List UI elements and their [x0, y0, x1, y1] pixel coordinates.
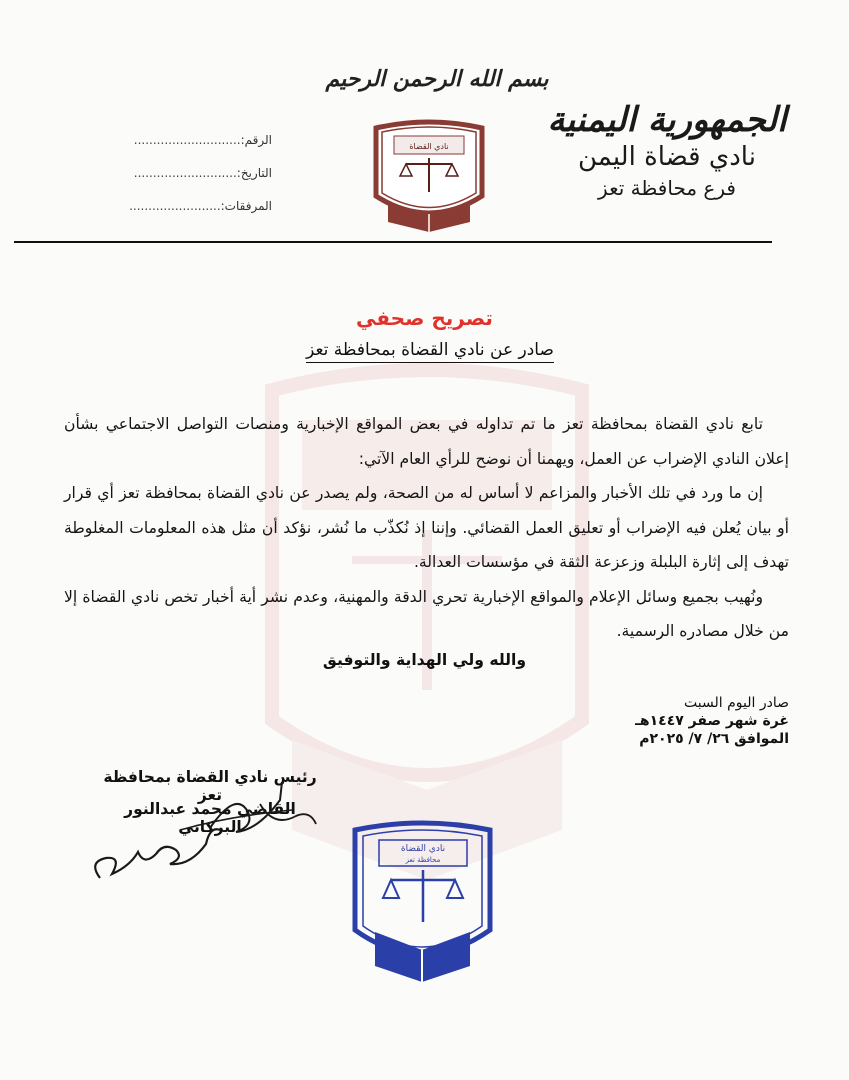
field-date — [120, 157, 272, 190]
paragraph-1: تابع نادي القضاة بمحافظة تعز ما تم تداوله في بعض المواقع الإخبارية ومنصات التواصل الاجتماعي بشأن إعلان النادي الإضراب عن العمل، ويهمنا أن نوضح للرأي العام الآتي: — [64, 415, 789, 468]
paragraph-3: ونُهيب بجميع وسائل الإعلام والمواقع الإخبارية تحري الدقة والمهنية، وعدم نشر أية أخبار تخص نادي القضاة إلا من خلال مصادره الرسمية. — [64, 587, 789, 640]
club-name: نادي قضاة اليمن — [578, 142, 756, 172]
reference-fields — [120, 124, 272, 223]
club-emblem-logo — [368, 118, 490, 233]
issue-date-block — [589, 694, 789, 748]
issue-gregorian-date: الموافق ٢٦/ ٧/ ٢٠٢٥م — [639, 731, 789, 747]
emblem-lettering: نادي القضاة — [409, 142, 449, 151]
paragraph-2: إن ما ورد في تلك الأخبار والمزاعم لا أساس له من الصحة، ولم يصدر عن نادي القضاة بمحافظة تعز أي قرار أو بيان يُعلن فيه الإضراب أو تعليق العمل القضائي. وإننا إذ نُكذّب ما نُشر، نؤكد أن مثل هذه المعلومات المغلوطة تهدف إلى إثارة البلبلة وزعزعة الثقة في مؤسسات العدالة. — [64, 484, 789, 571]
issue-hijri-date: غرة شهر صفر ١٤٤٧هـ — [635, 713, 789, 729]
closing-line: والله ولي الهداية والتوفيق — [322, 651, 527, 669]
issue-day: صادر اليوم السبت — [684, 695, 789, 711]
republic-name: الجمهورية اليمنية — [547, 100, 787, 140]
field-attachments-label: المرفقات: — [220, 199, 272, 213]
subtitle-text: صادر عن نادي القضاة بمحافظة تعز — [306, 340, 554, 363]
field-number-label: الرقم: — [240, 133, 272, 147]
stamp-lettering-branch: محافظة تعز — [405, 856, 441, 864]
header-divider — [14, 241, 772, 243]
branch-name: فرع محافظة تعز — [598, 176, 736, 200]
statement-body — [64, 407, 789, 649]
signatory-title: رئيس نادي القضاة بمحافظة تعز — [103, 768, 317, 804]
document-subtitle — [280, 340, 580, 360]
field-number-dots: ............................ — [133, 133, 241, 147]
field-attachments — [120, 190, 272, 223]
stamp-lettering: نادي القضاة — [400, 844, 446, 854]
basmala: بسم الله الرحمن الرحيم — [325, 66, 549, 92]
header-organization — [527, 100, 807, 202]
field-attachments-dots: ........................ — [129, 199, 221, 213]
field-date-label: التاريخ: — [236, 166, 272, 180]
handwritten-signature — [60, 770, 360, 900]
official-stamp — [345, 818, 500, 986]
document-title: تصريح صحفي — [356, 306, 493, 330]
field-number — [120, 124, 272, 157]
field-date-dots: ........................... — [133, 166, 237, 180]
signatory-name: القاضي محمد عبدالنور البركاني — [124, 800, 296, 836]
